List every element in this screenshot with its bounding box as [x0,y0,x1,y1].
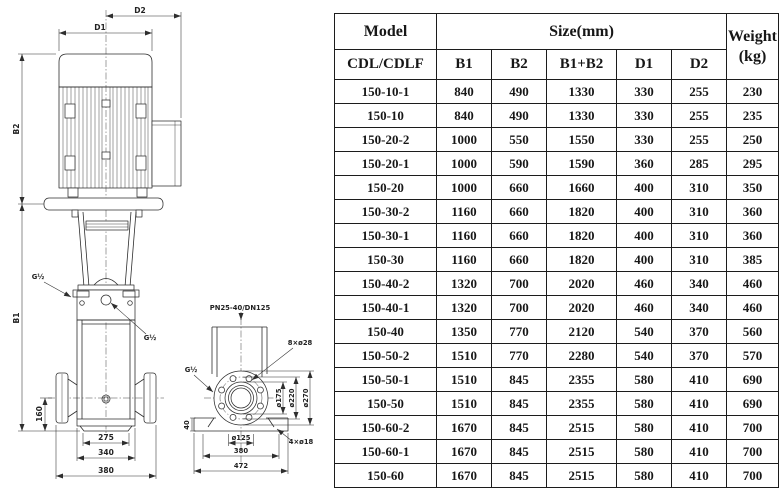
dimension-cell: 255 [672,128,727,152]
motor-foot-left [68,188,78,197]
dimension-cell: 410 [672,392,727,416]
dimension-cell: 570 [727,344,779,368]
dim-160-label: 160 [35,406,44,422]
dimension-cell: 460 [727,272,779,296]
dimension-cell: 2355 [547,392,617,416]
dimension-cell: 340 [672,272,727,296]
bolt-holes-leader [252,348,293,380]
pump-head [73,285,139,320]
dimension-cell: 410 [672,416,727,440]
dimension-cell: 2515 [547,440,617,464]
dimension-cell: 360 [727,200,779,224]
dimension-cell: 1820 [547,224,617,248]
lug-left-top [65,104,75,118]
dimension-cell: 550 [492,128,547,152]
table-row [335,200,779,224]
weight-label-line1: Weight [728,27,777,45]
dimension-cell: 1350 [437,320,492,344]
dimension-cell: 1510 [437,368,492,392]
lug-right-bottom [136,156,146,170]
dimension-cell: 1320 [437,296,492,320]
dimension-cell: 590 [492,152,547,176]
model-cell: 150-60-1 [335,440,437,464]
dimension-cell: 410 [672,464,727,488]
dimension-cell: 400 [617,200,672,224]
dimension-cell: 230 [727,80,779,104]
dimension-cell: 1660 [547,176,617,200]
dimension-cell: 690 [727,392,779,416]
fan-cover [59,54,152,87]
dimension-cell: 400 [617,248,672,272]
dimension-cell: 580 [617,440,672,464]
dimension-cell: 1670 [437,416,492,440]
base-holes-label: 4×ø18 [288,438,314,446]
col-header-b2: B2 [492,50,547,80]
table-row [335,464,779,488]
model-cell: 150-10 [335,104,437,128]
dimension-cell: 1330 [547,104,617,128]
dimension-cell: 1160 [437,248,492,272]
dimension-cell: 770 [492,320,547,344]
dimension-cell: 660 [492,248,547,272]
dimension-cell: 2515 [547,464,617,488]
port-g12-left-label: G½ [31,273,45,281]
stool-plate [44,198,163,210]
dim-b2-label: B2 [12,123,21,135]
dimension-cell: 1820 [547,248,617,272]
dimension-cell: 255 [672,104,727,128]
flange-view [183,304,314,474]
dimension-cell: 285 [672,152,727,176]
col-header-b1: B1 [437,50,492,80]
dimension-cell: 330 [617,128,672,152]
pump-drawing [0,0,334,500]
dimension-cell: 1160 [437,224,492,248]
dimension-cell: 700 [492,296,547,320]
barrel-outline [212,327,267,377]
dimension-cell: 560 [727,320,779,344]
dimension-cell: 580 [617,368,672,392]
dimension-cell: 235 [727,104,779,128]
table-row [335,320,779,344]
col-header-d1: D1 [617,50,672,80]
terminal-box [152,121,181,186]
model-cell: 150-30-2 [335,200,437,224]
dimension-cell: 1670 [437,464,492,488]
col-header-b1b2: B1+B2 [547,50,617,80]
dimension-cell: 310 [672,200,727,224]
model-cell: 150-30 [335,248,437,272]
table-row [335,104,779,128]
model-cell: 150-40-2 [335,272,437,296]
motor-stool [44,198,163,287]
dimension-cell: 540 [617,344,672,368]
table-row [335,392,779,416]
dimension-cell: 700 [727,464,779,488]
dimension-cell: 540 [617,320,672,344]
dimension-cell: 1330 [547,80,617,104]
dimension-cell: 690 [727,368,779,392]
dimension-cell: 700 [492,272,547,296]
flange-circles [214,371,268,425]
dim-472-label: 472 [233,462,249,470]
table-row [335,344,779,368]
vent-hole [101,295,111,305]
dimension-cell: 360 [617,152,672,176]
dimension-cell: 1000 [437,152,492,176]
header-row-2 [335,50,779,80]
dimension-cell: 580 [617,464,672,488]
dimension-cell: 310 [672,176,727,200]
table-row [335,176,779,200]
dimension-cell: 770 [492,344,547,368]
dimension-cell: 1320 [437,272,492,296]
flange-port-leader [194,375,213,392]
header-row-1 [335,14,779,50]
table-row [335,272,779,296]
dimension-cell: 1590 [547,152,617,176]
col-header-weight [727,14,779,80]
dimension-cell: 490 [492,80,547,104]
table-row [335,80,779,104]
model-cell: 150-50-1 [335,368,437,392]
coupling [86,221,128,230]
table-row [335,368,779,392]
dimension-cell: 1550 [547,128,617,152]
flange-port-label: G½ [184,366,198,374]
dimension-cell: 340 [672,296,727,320]
model-cell: 150-50 [335,392,437,416]
flange-spec-label: PN25-40/DN125 [209,304,271,312]
dimension-cell: 1000 [437,128,492,152]
dim-d1-ext [59,29,152,51]
dimension-cell: 2020 [547,296,617,320]
dimension-cell: 400 [617,224,672,248]
dimension-cell: 700 [727,416,779,440]
dimension-cell: 330 [617,104,672,128]
plug-right [123,291,135,297]
dimension-cell: 2515 [547,416,617,440]
dim-340-label: 340 [98,448,114,457]
table-row [335,440,779,464]
model-cell: 150-20 [335,176,437,200]
dimension-cell: 845 [492,440,547,464]
head-bolt-left [80,301,85,306]
table-row [335,224,779,248]
lug-left-bottom [65,156,75,170]
dim-d1-label: D1 [94,23,106,32]
col-header-model: Model [335,14,437,50]
dimension-cell: 1510 [437,392,492,416]
drain-plug-square [104,397,108,401]
col-header-size-group: Size(mm) [437,14,727,50]
dimension-cell: 460 [727,296,779,320]
dimension-cell: 840 [437,104,492,128]
table-row [335,416,779,440]
dimension-cell: 360 [727,224,779,248]
model-cell: 150-40 [335,320,437,344]
model-cell: 150-20-1 [335,152,437,176]
table-body [335,80,779,488]
clamp-right [136,210,142,217]
dimension-cell: 385 [727,248,779,272]
dimension-table-area [334,13,778,488]
dimension-cell: 845 [492,416,547,440]
dimension-cell: 1820 [547,200,617,224]
dimension-cell: 490 [492,104,547,128]
dimension-cell: 350 [727,176,779,200]
dimension-cell: 2280 [547,344,617,368]
port-g12-right-label: G½ [143,334,157,342]
model-cell: 150-60-2 [335,416,437,440]
model-cell: 150-10-1 [335,80,437,104]
dimension-cell: 660 [492,224,547,248]
model-cell: 150-50-2 [335,344,437,368]
dim-380-label: 380 [98,466,114,475]
dimension-cell: 410 [672,440,727,464]
dim-d125-label: ø125 [231,434,251,442]
front-view [12,6,181,479]
dimension-cell: 1000 [437,176,492,200]
dimension-cell: 845 [492,464,547,488]
clamp-left [72,210,78,217]
shaft-mark-bottom [102,152,110,159]
dim-b1-label: B1 [12,312,21,324]
model-cell: 150-30-1 [335,224,437,248]
model-cell: 150-40-1 [335,296,437,320]
dimension-cell: 310 [672,224,727,248]
model-cell: 150-20-2 [335,128,437,152]
table-row [335,248,779,272]
dim-d2-label: D2 [134,6,146,15]
col-header-d2: D2 [672,50,727,80]
dimension-cell: 330 [617,80,672,104]
dim-fv380-label: 380 [233,447,249,455]
dimension-cell: 2120 [547,320,617,344]
shaft-mark-top [102,100,110,107]
head-band [78,285,134,290]
plug-left [77,291,89,297]
pump-barrel [212,327,267,377]
dimension-cell: 255 [672,80,727,104]
dimension-cell: 460 [617,296,672,320]
base-plate [77,419,135,426]
table-row [335,152,779,176]
dimension-cell: 660 [492,200,547,224]
dimension-cell: 1510 [437,344,492,368]
dimension-cell: 410 [672,368,727,392]
dimension-cell: 370 [672,320,727,344]
dimension-cell: 2020 [547,272,617,296]
dim-d220-label: ø220 [288,388,296,408]
dimension-cell: 660 [492,176,547,200]
dim-275-label: 275 [98,433,114,442]
dimension-cell: 370 [672,344,727,368]
dimension-cell: 840 [437,80,492,104]
dimension-cell: 580 [617,392,672,416]
weight-label-line2: (kg) [738,47,767,65]
dimension-cell: 460 [617,272,672,296]
dimension-cell: 400 [617,176,672,200]
motor-foot-right [137,188,147,197]
dimension-cell: 250 [727,128,779,152]
dimension-cell: 845 [492,368,547,392]
dim-40-label: 40 [183,420,191,430]
head-bolt-right [128,301,133,306]
bolt-holes-label: 8×ø28 [287,339,313,347]
motor [59,54,181,197]
pump-drawing-svg [0,0,334,500]
col-header-model-series: CDL/CDLF [335,50,437,80]
dimension-cell: 845 [492,392,547,416]
dim-b2-ext [18,54,56,204]
dimension-cell: 580 [617,416,672,440]
dimension-cell: 700 [727,440,779,464]
model-cell: 150-60 [335,464,437,488]
port-g12-left-leader [44,282,71,297]
dim-d175-label: ø175 [275,388,283,408]
lug-right-top [136,104,146,118]
dimension-cell: 310 [672,248,727,272]
dimension-cell: 1160 [437,200,492,224]
dimensions-table [334,13,779,488]
table-row [335,296,779,320]
dimension-cell: 295 [727,152,779,176]
dimension-cell: 1670 [437,440,492,464]
dim-d270-label: ø270 [302,388,310,408]
dimension-cell: 2355 [547,368,617,392]
table-row [335,128,779,152]
bore-inner-circle [231,388,251,408]
